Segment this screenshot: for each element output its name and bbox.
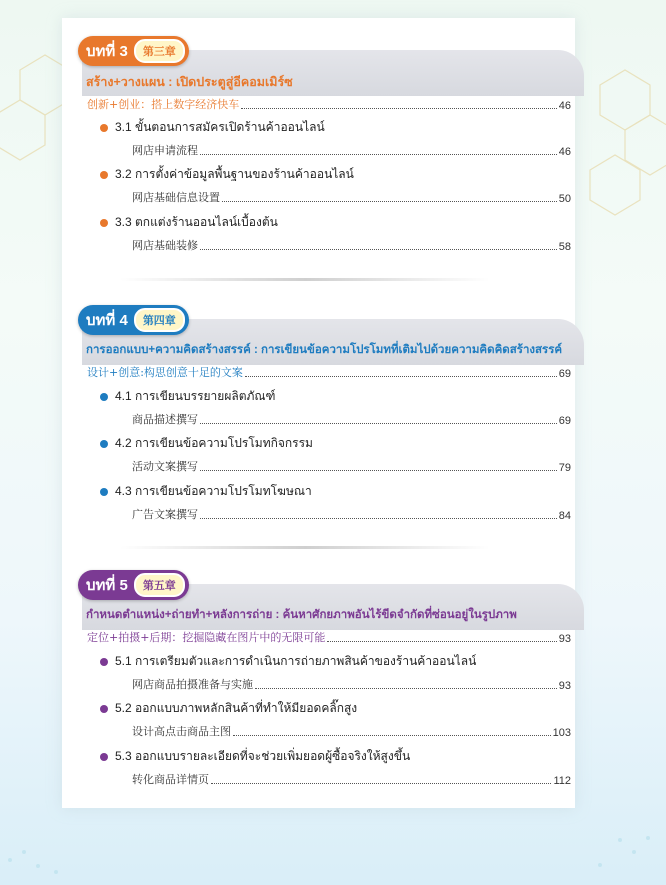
bullet-icon [100, 219, 108, 227]
chapter-cn-label: 第三章 [134, 39, 185, 63]
leader-dots [255, 688, 557, 689]
bullet-icon [100, 753, 108, 761]
section-title: 3.2 การตั้งค่าข้อมูลพื้นฐานของร้านค้าออนไลน์ [115, 167, 354, 181]
leader-dots [241, 108, 557, 109]
chapter-cn-label: 第五章 [134, 573, 185, 597]
leader-dots [200, 470, 557, 471]
toc-entry[interactable] [132, 142, 571, 158]
entry-label: 设计+创意:构思创意十足的文案 [87, 366, 243, 379]
section-title: 3.1 ขั้นตอนการสมัครเปิดร้านค้าออนไลน์ [115, 120, 325, 134]
section-title: 4.1 การเขียนบรรยายผลิตภัณฑ์ [115, 389, 276, 403]
page-number: 84 [558, 510, 571, 522]
section-divider [120, 278, 490, 281]
entry-label: 广告文案撰写 [132, 508, 198, 521]
bullet-icon [100, 705, 108, 713]
page-number: 58 [558, 241, 571, 253]
bullet-icon [100, 488, 108, 496]
section-heading[interactable] [100, 213, 278, 232]
leader-dots [222, 201, 557, 202]
entry-label: 活动文案撰写 [132, 460, 198, 473]
bullet-icon [100, 124, 108, 132]
page-number: 46 [558, 100, 571, 112]
section-heading[interactable] [100, 387, 276, 406]
page-number: 79 [558, 462, 571, 474]
toc-entry[interactable] [132, 458, 571, 474]
toc-entry[interactable] [132, 237, 571, 253]
section-title: 3.3 ตกแต่งร้านออนไลน์เบื้องต้น [115, 215, 278, 229]
page-number: 112 [553, 775, 571, 787]
section-title: 5.1 การเตรียมตัวและการดำเนินการถ่ายภาพสินค้าของร้านค้าออนไลน์ [115, 654, 477, 668]
chapter-cn-label: 第四章 [134, 308, 185, 332]
section-title: 4.2 การเขียนข้อความโปรโมทกิจกรรม [115, 436, 313, 450]
chapter-title: การออกแบบ+ความคิดสร้างสรรค์ : การเขียนข้อความโปรโมทที่เติมไปด้วยความคิดคิดสร้างสรรค์ [86, 344, 563, 356]
section-heading[interactable] [100, 747, 410, 766]
leader-dots [245, 376, 557, 377]
toc-entry[interactable] [132, 723, 571, 739]
section-title: 5.2 ออกแบบภาพหลักสินค้าที่ทำให้มียอดคลิ๊กสูง [115, 701, 358, 715]
entry-label: 商品描述撰写 [132, 413, 198, 426]
entry-label: 定位+拍摄+后期：挖掘隐藏在图片中的无限可能 [87, 631, 326, 644]
page-number: 50 [558, 193, 571, 205]
entry-label: 转化商品详情页 [132, 773, 209, 786]
section-heading[interactable] [100, 482, 312, 501]
toc-entry[interactable] [132, 676, 571, 692]
page-number: 69 [558, 415, 571, 427]
section-heading[interactable] [100, 118, 325, 137]
toc-entry[interactable] [132, 506, 571, 522]
chapter-tab [78, 570, 189, 600]
bullet-icon [100, 393, 108, 401]
entry-label: 网店商品拍摄准备与实施 [132, 678, 253, 691]
page-number: 93 [558, 633, 571, 645]
section-heading[interactable] [100, 434, 313, 453]
leader-dots [200, 518, 557, 519]
leader-dots [200, 154, 557, 155]
chapter-number: บทที่ 3 [86, 43, 128, 60]
section-heading[interactable] [100, 652, 476, 671]
chapter-title: สร้าง+วางแผน : เปิดประตูสู่อีคอมเมิร์ซ [86, 75, 293, 89]
entry-label: 网店申请流程 [132, 144, 198, 157]
bullet-icon [100, 658, 108, 666]
chapter-number: บทที่ 4 [86, 312, 128, 329]
page-number: 103 [552, 727, 571, 739]
toc-entry[interactable] [87, 96, 571, 112]
entry-label: 网店基础装修 [132, 239, 198, 252]
section-heading[interactable] [100, 165, 354, 184]
entry-label: 创新+创业：搭上数字经济快车 [87, 98, 240, 111]
page-number: 46 [558, 146, 571, 158]
toc-entry[interactable] [132, 771, 571, 787]
leader-dots [327, 641, 556, 642]
bullet-icon [100, 440, 108, 448]
entry-label: 设计高点击商品主图 [132, 725, 231, 738]
section-heading[interactable] [100, 699, 357, 718]
chapter-number: บทที่ 5 [86, 577, 128, 594]
leader-dots [233, 735, 551, 736]
toc-entry[interactable] [132, 189, 571, 205]
page-number: 93 [558, 680, 571, 692]
section-divider [120, 546, 490, 549]
chapter-title: กำหนดตำแหน่ง+ถ่ายทำ+หลังการถ่าย : ค้นหาศักยภาพอันไร้ขีดจำกัดที่ซ่อนอยู่ในรูปภาพ [86, 609, 517, 621]
toc-entry[interactable] [87, 364, 571, 380]
page-number: 69 [558, 368, 571, 380]
leader-dots [211, 783, 551, 784]
chapter-tab [78, 305, 189, 335]
leader-dots [200, 423, 557, 424]
entry-label: 网店基础信息设置 [132, 191, 220, 204]
toc-entry[interactable] [87, 629, 571, 645]
toc-entry[interactable] [132, 411, 571, 427]
leader-dots [200, 249, 557, 250]
section-title: 5.3 ออกแบบรายละเอียดที่จะช่วยเพิ่มยอดผู้ซื้อจริงให้สูงขึ้น [115, 749, 411, 763]
section-title: 4.3 การเขียนข้อความโปรโมทโฆษณา [115, 484, 312, 498]
bullet-icon [100, 171, 108, 179]
chapter-tab [78, 36, 189, 66]
